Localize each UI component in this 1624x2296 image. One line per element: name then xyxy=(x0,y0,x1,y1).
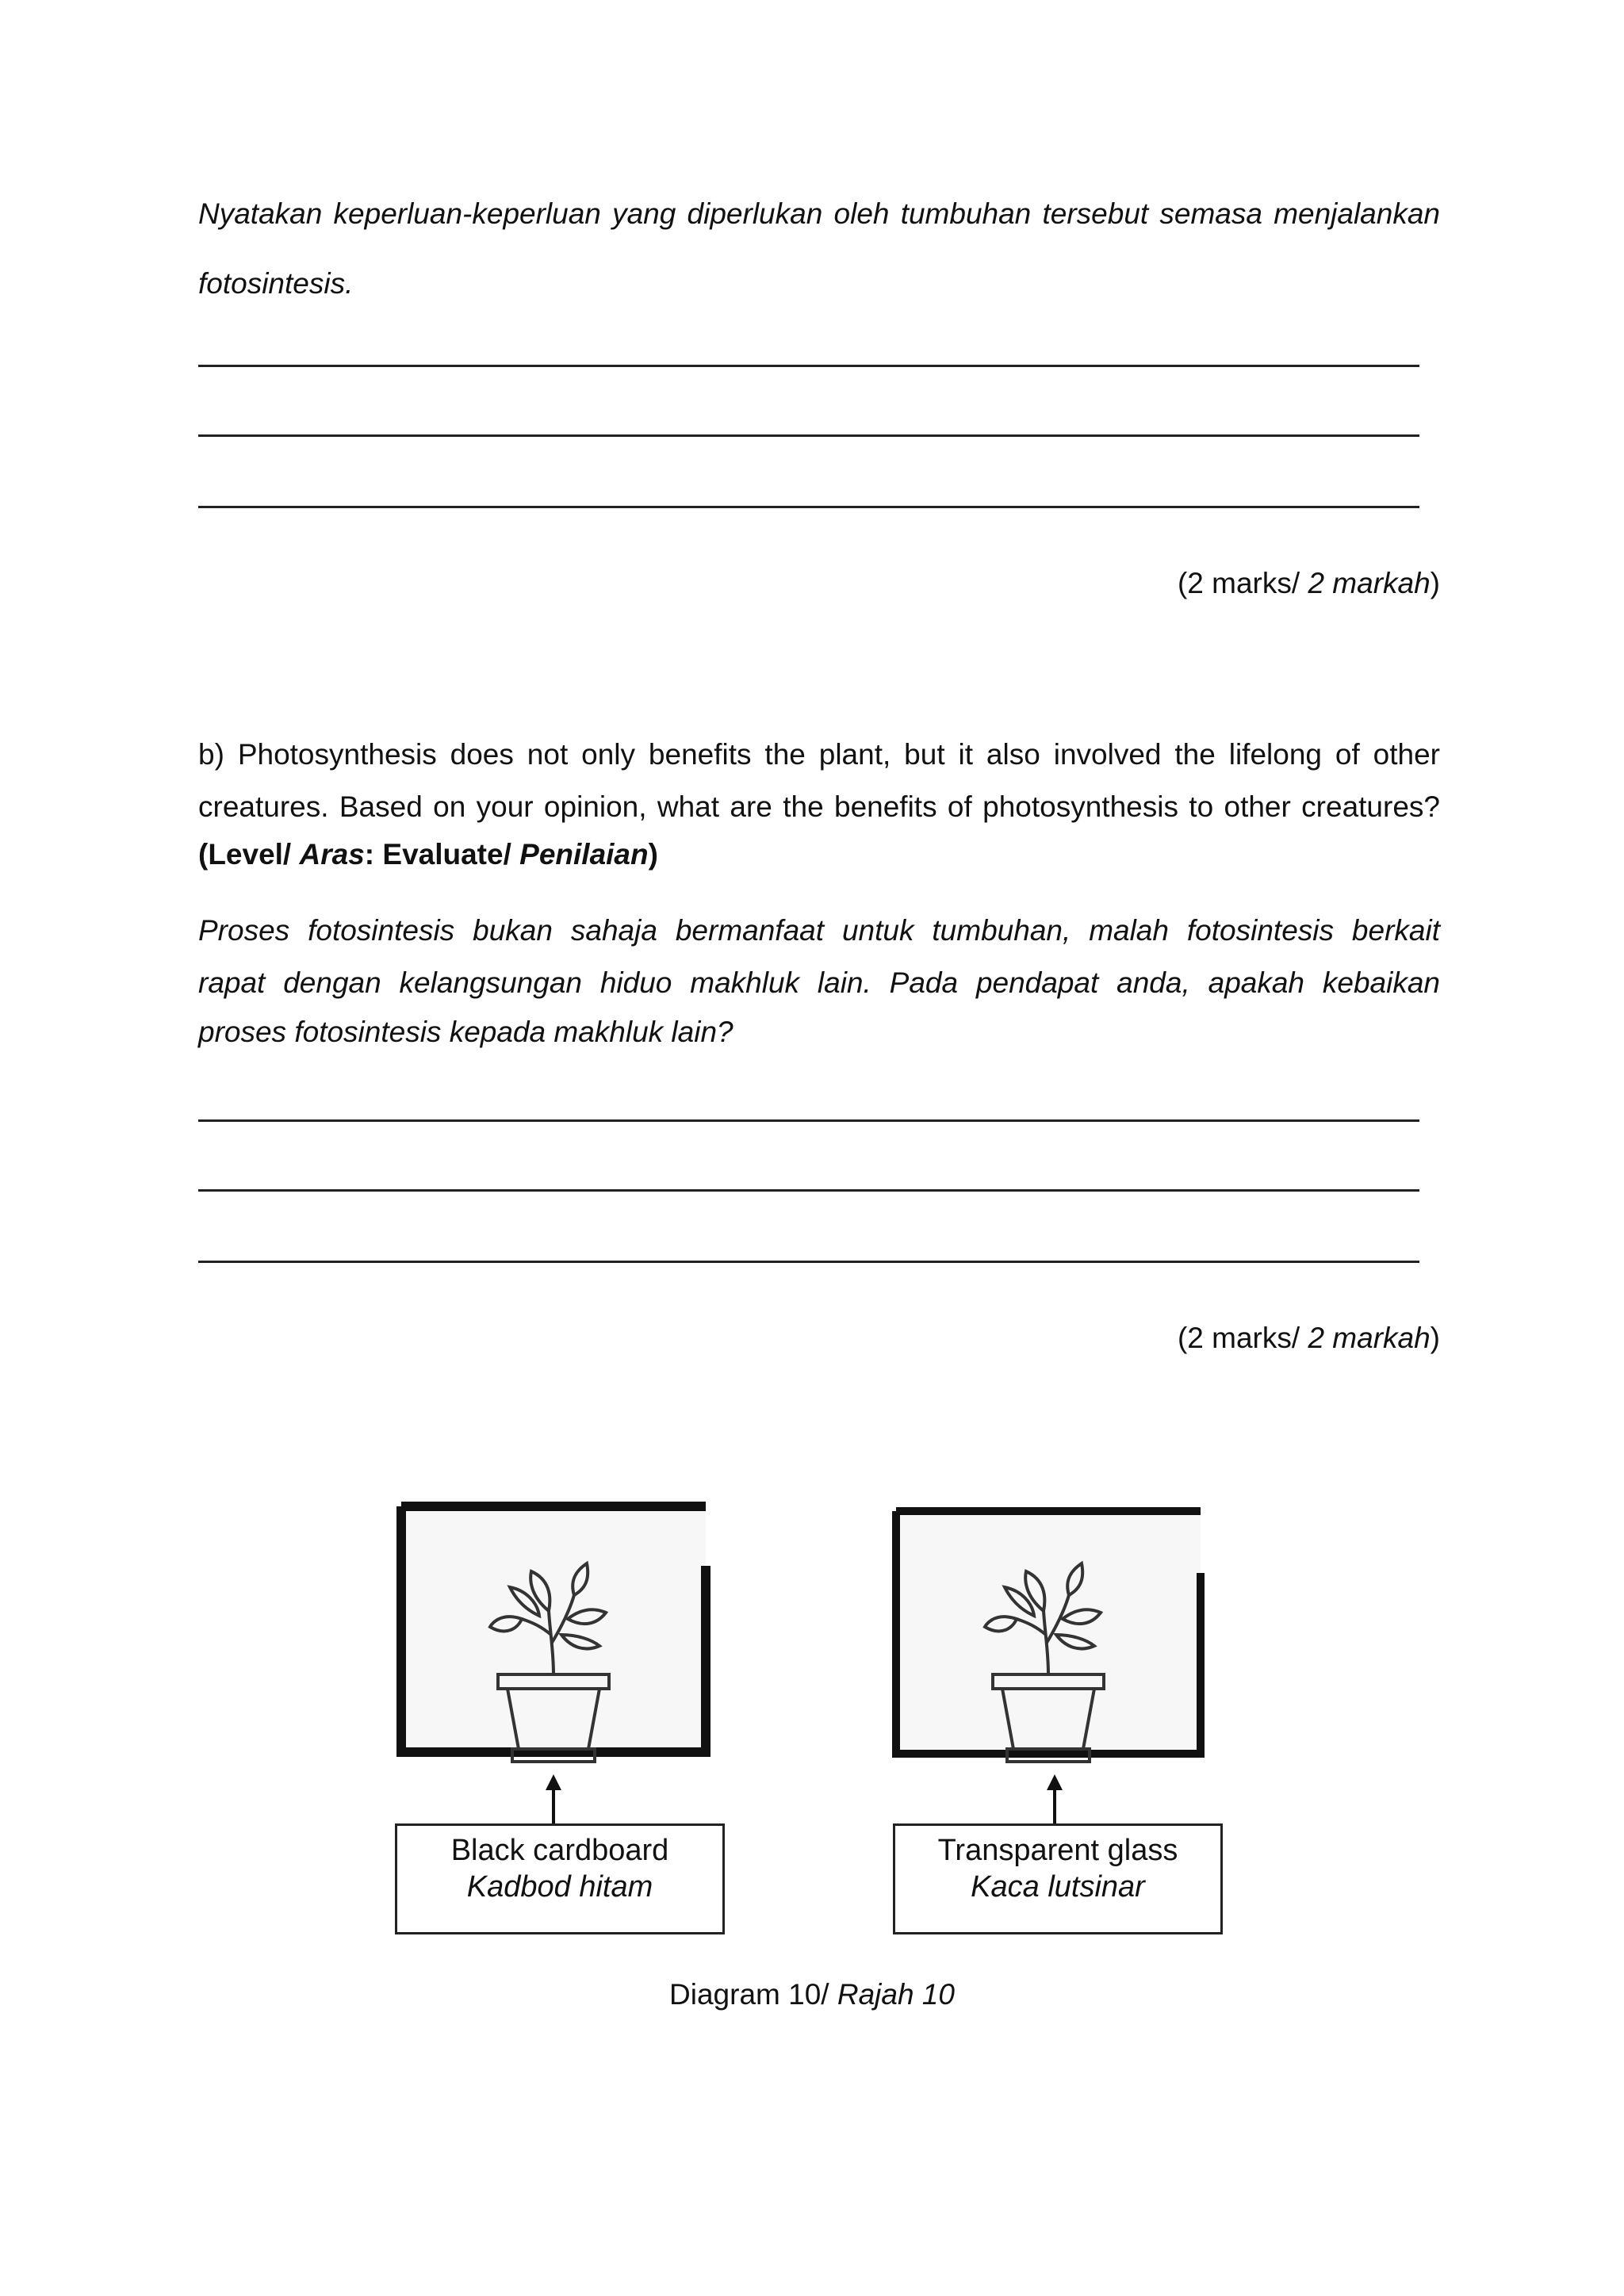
label-left-ms: Kadbod hitam xyxy=(466,1870,653,1904)
marks-ms: 2 markah xyxy=(1308,567,1431,599)
level-open: (Level/ xyxy=(198,838,300,871)
level-aras: Aras xyxy=(299,838,365,871)
question-b-ms-line3: proses fotosintesis kepada makhluk lain? xyxy=(198,1016,733,1048)
answer-line[interactable] xyxy=(198,1261,1419,1263)
label-right-ms: Kaca lutsinar xyxy=(971,1870,1145,1904)
label-left-en: Black cardboard xyxy=(450,1834,669,1867)
caption-ms: Rajah 10 xyxy=(837,1978,955,2011)
question-b-line1 xyxy=(198,737,1440,772)
diagram-10-figure xyxy=(0,1490,1624,1823)
label-box-right xyxy=(893,1823,1223,1934)
marks-a xyxy=(1178,566,1440,601)
question-a-instruction-line2: fotosintesis. xyxy=(198,267,354,300)
question-b-text1: Photosynthesis does not only benefits the plant, but it also involved the lifelong of other xyxy=(237,738,1440,771)
marks-en: (2 marks/ xyxy=(1177,567,1308,599)
diagram-caption xyxy=(0,1977,1624,2012)
question-b-prefix: b) xyxy=(198,738,238,771)
marks-close: ) xyxy=(1430,567,1440,599)
question-b-ms-line2: rapat dengan kelangsungan hiduo makhluk lain. Pada pendapat anda, apakah kebaikan xyxy=(198,966,1440,999)
answer-line[interactable] xyxy=(198,506,1419,508)
level-colon: : xyxy=(364,838,383,871)
arrowhead-icon xyxy=(546,1774,561,1790)
answer-line[interactable] xyxy=(198,1119,1419,1122)
answer-line[interactable] xyxy=(198,365,1419,367)
marks-ms: 2 markah xyxy=(1308,1322,1431,1354)
answer-line[interactable] xyxy=(198,434,1419,437)
level-evaluate: Evaluate/ xyxy=(382,838,520,871)
label-right-en: Transparent glass xyxy=(937,1834,1178,1867)
level-close: ) xyxy=(648,838,658,871)
black-cardboard-box xyxy=(401,1506,706,1762)
caption-en: Diagram 10/ xyxy=(669,1978,837,2011)
question-a-instruction-line1: Nyatakan keperluan-keperluan yang diperlukan oleh tumbuhan tersebut semasa menjalankan xyxy=(198,197,1440,230)
answer-line[interactable] xyxy=(198,1189,1419,1192)
transparent-glass-box xyxy=(896,1511,1201,1762)
question-b-ms-line1: Proses fotosintesis bukan sahaja bermanfaat untuk tumbuhan, malah fotosintesis berkait xyxy=(198,914,1440,947)
arrowhead-icon xyxy=(1047,1774,1063,1790)
marks-en: (2 marks/ xyxy=(1177,1322,1308,1354)
question-b-line2: creatures. Based on your opinion, what are the benefits of photosynthesis to other creatures? xyxy=(198,790,1440,823)
level-penilaian: Penilaian xyxy=(519,838,649,871)
question-b-level xyxy=(198,837,658,872)
marks-b xyxy=(1178,1321,1440,1356)
label-box-left xyxy=(395,1823,725,1934)
marks-close: ) xyxy=(1430,1322,1440,1354)
